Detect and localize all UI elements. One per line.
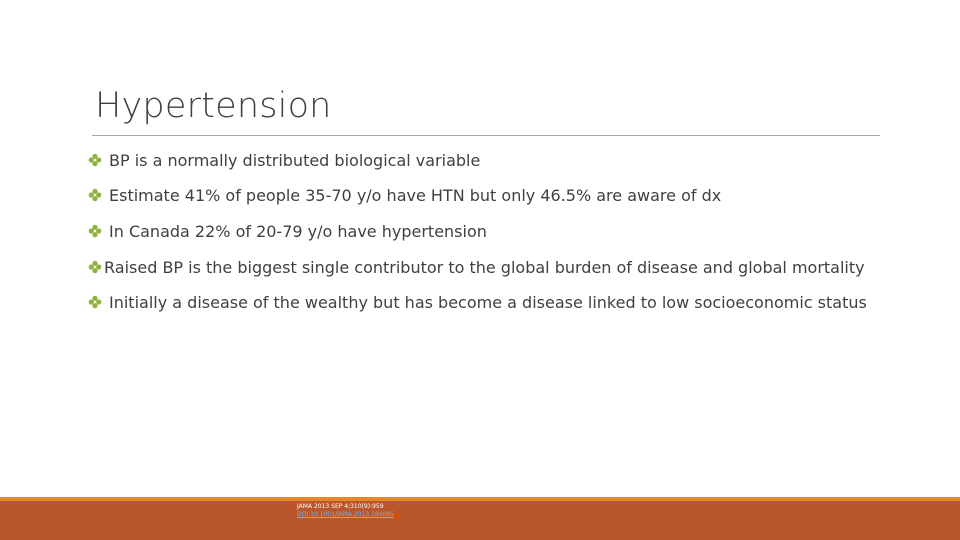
title-divider	[92, 135, 880, 136]
bullet-text: Raised BP is the biggest single contributor to the global burden of disease and global mortality	[104, 257, 865, 277]
bullet-item	[88, 219, 487, 243]
bullet-text: In Canada 22% of 20-79 y/o have hypertension	[109, 221, 487, 241]
diamond-bullet-icon	[88, 153, 102, 167]
bullet-text: BP is a normally distributed biological variable	[109, 150, 481, 170]
slide-title: Hypertension	[95, 86, 332, 126]
diamond-bullet-icon	[88, 260, 102, 274]
diamond-bullet-icon	[88, 188, 102, 202]
bullet-text: Initially a disease of the wealthy but has become a disease linked to low socioeconomic status	[109, 292, 867, 312]
diamond-bullet-icon	[88, 224, 102, 238]
citation-text: JAMA 2013 SEP 4;310(9):959	[297, 503, 384, 510]
bullet-item	[88, 148, 480, 172]
footer-bar	[0, 501, 960, 540]
bullet-item	[88, 183, 721, 207]
citation	[297, 503, 394, 519]
citation-link[interactable]: DOI:10.1001/JAMA.2013.184085	[297, 511, 394, 518]
bullet-item	[88, 255, 865, 279]
diamond-bullet-icon	[88, 295, 102, 309]
bullet-text: Estimate 41% of people 35-70 y/o have HTN but only 46.5% are aware of dx	[109, 185, 722, 205]
bullet-item	[88, 290, 867, 314]
